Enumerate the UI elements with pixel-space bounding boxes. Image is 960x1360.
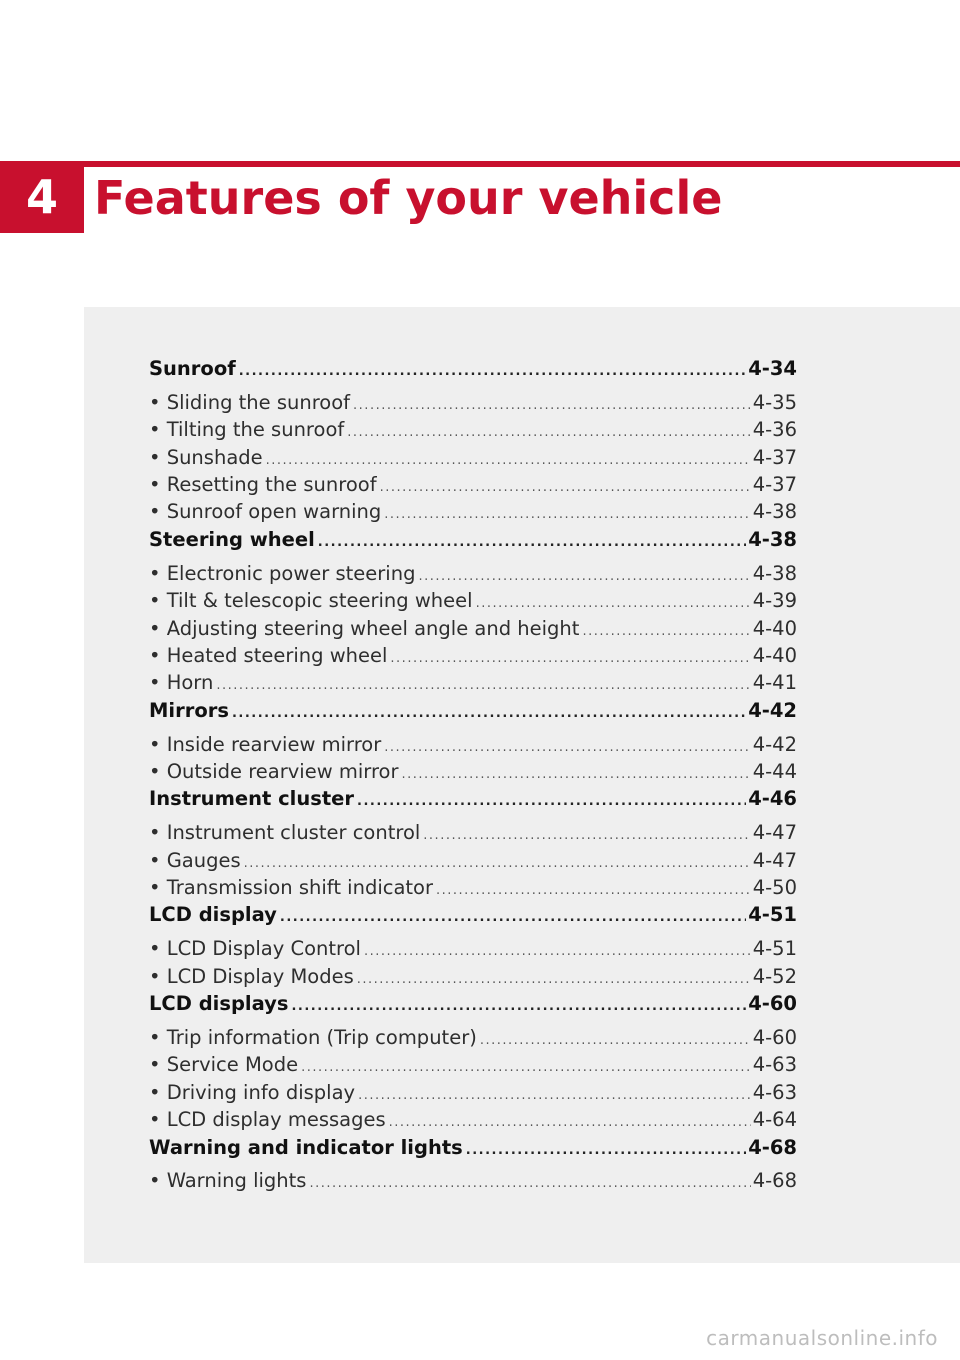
toc-item-entry[interactable] — [149, 562, 797, 589]
toc-leader-dots — [347, 425, 750, 440]
toc-section-entry[interactable] — [149, 699, 797, 726]
toc-leader-dots — [301, 1060, 751, 1075]
toc-leader-dots — [582, 624, 750, 639]
table-of-contents — [149, 357, 797, 1197]
toc-entry-page: 4-47 — [752, 821, 797, 845]
toc-leader-dots — [380, 480, 751, 495]
toc-item-entry[interactable] — [149, 418, 797, 445]
toc-item-entry[interactable] — [149, 617, 797, 644]
toc-entry-label: Instrument cluster — [149, 787, 354, 811]
toc-section-entry[interactable] — [149, 903, 797, 930]
toc-entry-label: • Gauges — [149, 848, 241, 872]
toc-entry-label: • Sliding the sunroof — [149, 390, 351, 414]
toc-entry-page: 4-38 — [752, 561, 797, 585]
toc-entry-label: • LCD Display Modes — [149, 964, 354, 988]
toc-entry-label: • Instrument cluster control — [149, 821, 421, 845]
toc-entry-label: • Sunshade — [149, 445, 263, 469]
toc-entry-page: 4-41 — [752, 671, 797, 695]
toc-item-entry[interactable] — [149, 760, 797, 787]
toc-leader-dots — [418, 569, 750, 584]
toc-entry-page: 4-37 — [752, 445, 797, 469]
toc-section-entry[interactable] — [149, 357, 797, 384]
toc-leader-dots — [384, 740, 750, 755]
toc-leader-dots — [216, 678, 750, 693]
toc-section-entry[interactable] — [149, 992, 797, 1019]
toc-entry-page: 4-34 — [748, 357, 797, 380]
toc-entry-label: Steering wheel — [149, 527, 315, 551]
toc-leader-dots — [357, 972, 751, 987]
toc-item-entry[interactable] — [149, 644, 797, 671]
toc-section-entry[interactable] — [149, 1136, 797, 1163]
toc-leader-dots — [436, 883, 751, 898]
toc-leader-dots — [423, 828, 750, 843]
toc-entry-page: 4-64 — [752, 1108, 797, 1132]
toc-entry-page: 4-40 — [752, 643, 797, 667]
toc-leader-dots — [384, 507, 750, 522]
toc-item-entry[interactable] — [149, 446, 797, 473]
toc-item-entry[interactable] — [149, 671, 797, 698]
toc-leader-dots — [358, 1088, 751, 1103]
toc-item-entry[interactable] — [149, 473, 797, 500]
toc-entry-page: 4-63 — [752, 1053, 797, 1077]
toc-item-entry[interactable] — [149, 1108, 797, 1135]
toc-entry-label: • Trip information (Trip computer) — [149, 1025, 477, 1049]
toc-entry-label: • Service Mode — [149, 1053, 299, 1077]
toc-item-entry[interactable] — [149, 1169, 797, 1196]
toc-entry-page: 4-42 — [752, 732, 797, 756]
toc-entry-page: 4-52 — [752, 964, 797, 988]
toc-leader-dots — [401, 767, 750, 782]
toc-entry-page: 4-35 — [752, 390, 797, 414]
toc-entry-label: • LCD display messages — [149, 1108, 386, 1132]
toc-item-entry[interactable] — [149, 1026, 797, 1053]
toc-entry-page: 4-36 — [752, 418, 797, 442]
toc-leader-dots — [318, 535, 746, 550]
toc-leader-dots — [353, 398, 751, 413]
toc-leader-dots — [266, 453, 751, 468]
toc-leader-dots — [364, 944, 751, 959]
toc-item-entry[interactable] — [149, 391, 797, 418]
toc-entry-page: 4-50 — [752, 876, 797, 900]
toc-entry-page: 4-68 — [748, 1135, 797, 1159]
toc-entry-page: 4-51 — [748, 903, 797, 927]
toc-entry-label: Warning and indicator lights — [149, 1135, 463, 1159]
toc-entry-label: • Tilt & telescopic steering wheel — [149, 589, 473, 613]
watermark: carmanualsonline.info — [706, 1326, 938, 1350]
toc-entry-page: 4-39 — [752, 589, 797, 613]
toc-entry-label: • Resetting the sunroof — [149, 473, 377, 497]
chapter-number: 4 — [0, 161, 84, 233]
toc-leader-dots — [239, 364, 746, 379]
toc-entry-label: LCD display — [149, 903, 277, 927]
toc-entry-label: • Tilting the sunroof — [149, 418, 345, 442]
toc-item-entry[interactable] — [149, 876, 797, 903]
toc-entry-page: 4-46 — [748, 787, 797, 811]
toc-entry-label: Mirrors — [149, 698, 229, 722]
toc-item-entry[interactable] — [149, 849, 797, 876]
toc-entry-page: 4-44 — [752, 759, 797, 783]
toc-leader-dots — [309, 1176, 750, 1191]
toc-entry-page: 4-38 — [752, 500, 797, 524]
toc-item-entry[interactable] — [149, 1053, 797, 1080]
toc-leader-dots — [357, 794, 746, 809]
toc-leader-dots — [466, 1143, 746, 1158]
toc-item-entry[interactable] — [149, 937, 797, 964]
toc-entry-page: 4-63 — [752, 1080, 797, 1104]
toc-entry-label: LCD displays — [149, 992, 289, 1016]
toc-entry-page: 4-60 — [752, 1025, 797, 1049]
toc-item-entry[interactable] — [149, 733, 797, 760]
toc-entry-label: • LCD Display Control — [149, 937, 361, 961]
toc-entry-page: 4-38 — [748, 527, 797, 551]
toc-entry-label: • Electronic power steering — [149, 561, 416, 585]
toc-entry-page: 4-60 — [748, 992, 797, 1016]
toc-item-entry[interactable] — [149, 821, 797, 848]
toc-section-entry[interactable] — [149, 787, 797, 814]
toc-item-entry[interactable] — [149, 500, 797, 527]
toc-entry-label: • Transmission shift indicator — [149, 876, 434, 900]
toc-entry-label: • Outside rearview mirror — [149, 759, 399, 783]
toc-entry-page: 4-47 — [752, 848, 797, 872]
toc-leader-dots — [390, 651, 750, 666]
toc-entry-label: • Sunroof open warning — [149, 500, 382, 524]
toc-leader-dots — [291, 999, 746, 1014]
toc-leader-dots — [232, 706, 746, 721]
toc-entry-page: 4-68 — [752, 1169, 797, 1193]
toc-leader-dots — [389, 1115, 751, 1130]
toc-leader-dots — [244, 856, 751, 871]
toc-section-entry[interactable] — [149, 528, 797, 555]
toc-entry-page: 4-37 — [752, 473, 797, 497]
toc-entry-page: 4-40 — [752, 616, 797, 640]
toc-entry-label: • Heated steering wheel — [149, 643, 388, 667]
toc-entry-label: • Inside rearview mirror — [149, 732, 382, 756]
toc-item-entry[interactable] — [149, 965, 797, 992]
toc-entry-label: • Horn — [149, 671, 214, 695]
toc-leader-dots — [480, 1033, 751, 1048]
toc-entry-label: • Driving info display — [149, 1080, 356, 1104]
toc-leader-dots — [280, 910, 746, 925]
toc-entry-label: Sunroof — [149, 357, 236, 380]
toc-entry-page: 4-51 — [752, 937, 797, 961]
chapter-title: Features of your vehicle — [94, 171, 723, 225]
toc-entry-label: • Warning lights — [149, 1169, 307, 1193]
toc-item-entry[interactable] — [149, 1081, 797, 1108]
toc-entry-label: • Adjusting steering wheel angle and height — [149, 616, 580, 640]
toc-entry-page: 4-42 — [748, 698, 797, 722]
toc-item-entry[interactable] — [149, 589, 797, 616]
toc-leader-dots — [476, 596, 751, 611]
